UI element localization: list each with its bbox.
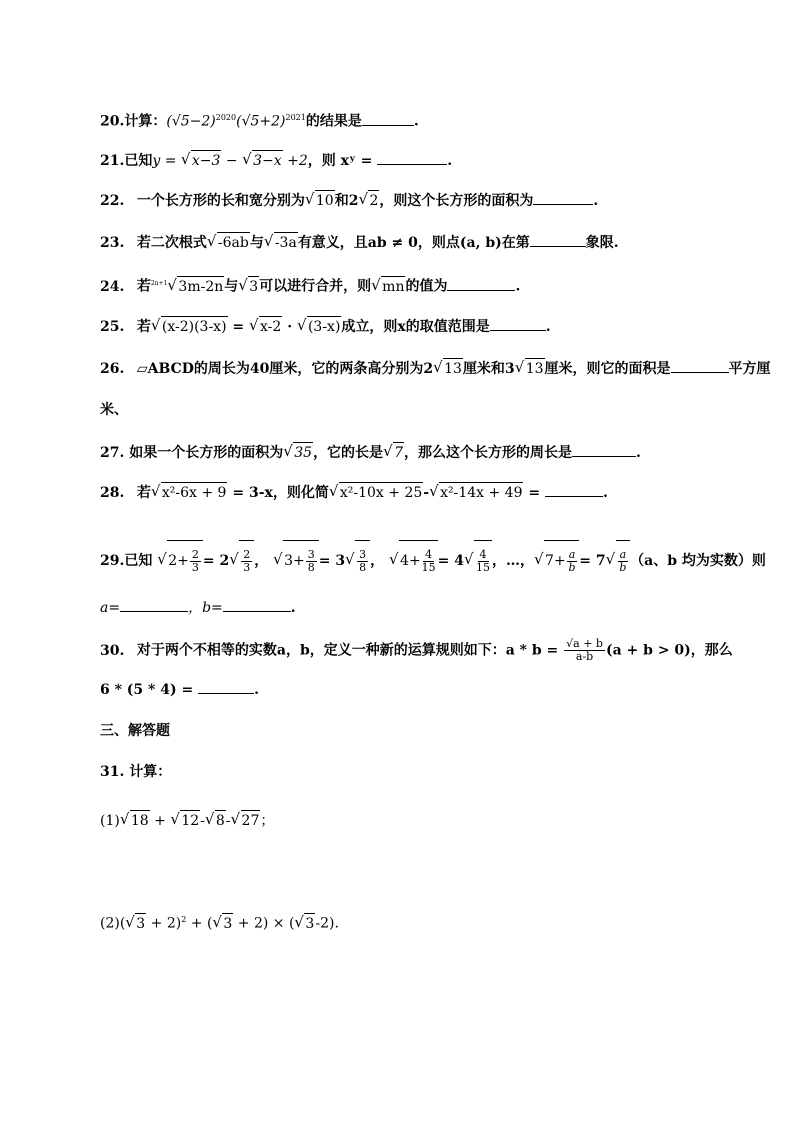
label: 计算： — [129, 764, 172, 780]
fraction: $\frac{3}{8}$ — [307, 547, 315, 574]
text: （a、b 均为实数）则 — [630, 553, 766, 569]
question-22 — [100, 190, 734, 211]
exponent: 2020 — [215, 113, 237, 122]
fraction: √ $\frac{3}{8}$ — [359, 547, 367, 574]
radicand: x−3 — [191, 150, 222, 171]
answer-blank[interactable] — [377, 152, 447, 165]
radicand: 3 — [248, 276, 259, 297]
text: = 4 — [437, 553, 465, 569]
term: 2 — [168, 553, 178, 569]
question-29-cont — [100, 598, 734, 618]
question-number: 28. — [100, 485, 125, 501]
text: . — [254, 682, 259, 698]
question-31-part-2 — [100, 910, 734, 934]
text: a= — [100, 600, 121, 616]
sqrt — [208, 232, 250, 253]
text: ，则 xʸ = — [307, 153, 378, 169]
text: 和2 — [334, 193, 359, 209]
text: ，它的长是 — [313, 445, 384, 461]
answer-blank[interactable] — [447, 278, 515, 291]
text: . — [290, 600, 296, 616]
sqrt: √ 27 — [232, 810, 261, 831]
text: = 3 — [318, 553, 346, 569]
question-24 — [100, 274, 734, 297]
term: 3 — [284, 553, 294, 569]
text: 6 * (5 * 4) = — [100, 682, 199, 698]
radicand: 7 — [393, 442, 404, 463]
answer-blank[interactable] — [572, 444, 636, 457]
term: 4 — [400, 553, 409, 569]
text: = — [227, 319, 250, 335]
text: 厘米和3 — [462, 361, 515, 377]
question-number: 27. — [100, 445, 125, 461]
text: 若 — [136, 485, 151, 501]
section-title: 三、解答题 — [100, 723, 170, 739]
text: 象限. — [585, 235, 619, 251]
text: = 3-x，则化简 — [227, 485, 329, 501]
text: ，那么这个长方形的周长是 — [403, 445, 572, 461]
part-label: (1) — [100, 813, 120, 829]
exponent: 2021 — [285, 113, 306, 122]
radicand: 35 — [293, 442, 313, 463]
text: + 2) × ( — [233, 915, 295, 932]
answer-blank[interactable] — [671, 360, 729, 373]
question-number: 29. — [100, 553, 125, 569]
sqrt — [182, 150, 222, 171]
sqrt: √ 3 — [295, 913, 315, 934]
sqrt — [516, 358, 545, 379]
expression: (√5+2) — [236, 113, 286, 130]
radicand: 2 — [368, 190, 379, 211]
radicand: (3-x) — [307, 316, 341, 337]
radicand: -3a — [274, 232, 298, 253]
radicand: 13 — [525, 358, 545, 379]
text: - — [225, 813, 231, 829]
label: 已知 — [124, 153, 153, 169]
exponent: 2 — [181, 915, 187, 924]
question-number: 26. — [100, 361, 125, 377]
text: = — [523, 485, 545, 501]
sqrt: √ 3 — [126, 913, 146, 934]
question-30 — [100, 638, 734, 663]
text: 与 — [249, 235, 264, 251]
question-20 — [100, 108, 734, 132]
sqrt — [265, 232, 298, 253]
question-number: 30. — [100, 642, 125, 659]
sqrt — [346, 540, 370, 581]
answer-blank[interactable] — [533, 192, 593, 205]
question-23 — [100, 232, 734, 253]
text: +2 — [282, 153, 308, 169]
radicand: 3−x — [252, 150, 283, 171]
text: 的结果是 — [305, 113, 362, 130]
sqrt: √ 7+ $\frac{a}{b}$ — [535, 540, 579, 581]
sqrt — [152, 316, 228, 337]
fraction: √ $\frac{4}{15}$ — [476, 547, 491, 574]
answer-blank[interactable] — [490, 318, 546, 331]
fraction: √ $\frac{a}{b}$ — [619, 547, 627, 574]
sqrt — [465, 540, 492, 581]
sqrt — [306, 190, 335, 211]
sqrt — [298, 316, 341, 337]
text: + — [149, 813, 171, 829]
text: ，则这个长方形的面积为 — [379, 193, 534, 209]
text: ▱ABCD的周长为40厘米，它的两条高分别为2 — [136, 361, 434, 377]
question-27 — [100, 442, 734, 463]
text: . — [593, 193, 599, 209]
text: 成立，则x的取值范围是 — [341, 319, 490, 335]
root-index: 2n+1 — [150, 280, 168, 287]
question-number: 24. — [100, 278, 125, 295]
text: -2). — [315, 915, 339, 932]
text: − — [221, 153, 243, 169]
text: + 2) — [146, 915, 182, 932]
answer-blank[interactable] — [198, 681, 254, 694]
text: . — [447, 153, 453, 169]
sqrt — [230, 540, 254, 581]
text: + ( — [186, 915, 213, 932]
question-31-part-1 — [100, 810, 734, 831]
sqrt — [384, 442, 404, 463]
sqrt — [284, 442, 313, 463]
expression: (√5−2) — [166, 113, 216, 130]
text: 若 — [136, 319, 151, 335]
question-30-cont — [100, 680, 734, 700]
question-25 — [100, 316, 734, 337]
radicand: 13 — [443, 358, 463, 379]
text: 如果一个长方形的面积为 — [129, 445, 284, 461]
sqrt — [330, 482, 423, 503]
sqrt: √ 8 — [206, 810, 226, 831]
fraction: √ $\frac{2}{3}$ — [243, 547, 251, 574]
sqrt: √ 2+ $\frac{2}{3}$ — [158, 540, 203, 581]
text: y = — [152, 153, 181, 169]
fraction: $\frac{4}{15}$ — [421, 547, 436, 574]
text: 与 — [224, 278, 239, 295]
answer-blank[interactable] — [362, 113, 414, 126]
sqrt — [243, 150, 283, 171]
text: 平方厘 — [728, 361, 771, 377]
answer-blank-a[interactable] — [120, 599, 188, 612]
radicand: x-2 — [259, 316, 282, 337]
text: . — [515, 278, 521, 295]
text: ； — [260, 813, 275, 829]
text: 有意义，且ab ≠ 0，则点(a, b)在第 — [297, 235, 530, 251]
text: 一个长方形的长和宽分别为 — [136, 193, 305, 209]
question-31 — [100, 762, 734, 782]
label: 已知 — [124, 553, 153, 569]
text: . — [602, 485, 608, 501]
sqrt — [250, 316, 282, 337]
question-number: 20. — [100, 113, 125, 130]
fraction: $\frac{√a + b}{a-b}$ — [566, 637, 603, 663]
sqrt: √ 4+ $\frac{4}{15}$ — [390, 540, 438, 581]
radicand: (x-2)(3-x) — [161, 316, 228, 337]
radicand: 3m-2n — [177, 276, 224, 297]
answer-blank[interactable] — [545, 484, 603, 497]
text: 米、 — [100, 402, 128, 418]
sqrt: √ 12 — [171, 810, 200, 831]
text: . — [545, 319, 551, 335]
label: 计算： — [124, 113, 167, 130]
question-number: 25. — [100, 319, 125, 335]
question-26 — [100, 358, 771, 379]
question-number: 21. — [100, 153, 125, 169]
sqrt: √ 3 — [213, 913, 233, 934]
sqrt — [168, 276, 224, 297]
sqrt: √ 18 — [121, 810, 150, 831]
text: 的值为 — [405, 278, 448, 295]
text: ，b= — [188, 600, 223, 616]
text: - — [200, 813, 205, 829]
sqrt — [372, 276, 405, 297]
sqrt — [359, 190, 379, 211]
term: 7 — [545, 553, 554, 569]
sqrt: √ 3+ $\frac{3}{8}$ — [274, 540, 319, 581]
part-label: (2)( — [100, 915, 126, 932]
question-21 — [100, 150, 734, 171]
text: ，…， — [492, 553, 535, 569]
text: . — [413, 113, 419, 130]
answer-blank-b[interactable] — [223, 599, 291, 612]
question-number: 23. — [100, 235, 125, 251]
text: 对于两个不相等的实数a，b，定义一种新的运算规则如下：a * b = — [136, 642, 564, 659]
answer-blank[interactable] — [530, 234, 586, 247]
radicand: 10 — [315, 190, 335, 211]
text: 若二次根式 — [136, 235, 207, 251]
text: - — [423, 485, 430, 501]
radicand: x²-6x + 9 — [161, 482, 228, 503]
text: . — [635, 445, 641, 461]
question-number: 22. — [100, 193, 125, 209]
fraction: $\frac{2}{3}$ — [191, 547, 199, 574]
fraction: $\frac{a}{b}$ — [568, 547, 576, 574]
sqrt — [434, 358, 463, 379]
sqrt — [152, 482, 228, 503]
text: (a + b > 0)，那么 — [605, 642, 733, 659]
text: = 2 — [202, 553, 230, 569]
question-28 — [100, 482, 734, 503]
radicand: mn — [381, 276, 405, 297]
text: 厘米，则它的面积是 — [544, 361, 671, 377]
question-29: 29.已知 √ 2+ $\frac{2}{3}$ = 2 √ $\frac{2}{3}$ ， √ 3+ $\frac{3}{8}$ = 3 √ $\frac{3}{8}$ ， √ 4+ $\frac{4}{15}$ = 4 √ $\frac{4}{15}$ ，…，√ 7+ $\frac{a}{b}$ = 7 √ $\frac{a}{b}$ （a、b 均为实数）则 — [100, 540, 734, 581]
sqrt — [607, 540, 631, 581]
question-26-cont — [100, 400, 734, 420]
question-number: 31. — [100, 764, 125, 780]
text: 可以进行合并，则 — [259, 278, 372, 295]
sqrt — [239, 276, 259, 297]
radicand: x²-14x + 49 — [439, 482, 523, 503]
text: 若 — [136, 278, 151, 295]
radicand: -6ab — [217, 232, 250, 253]
text: = 7 — [579, 553, 606, 569]
radicand: x²-10x + 25 — [339, 482, 423, 503]
text: · — [282, 319, 297, 335]
sqrt — [430, 482, 523, 503]
